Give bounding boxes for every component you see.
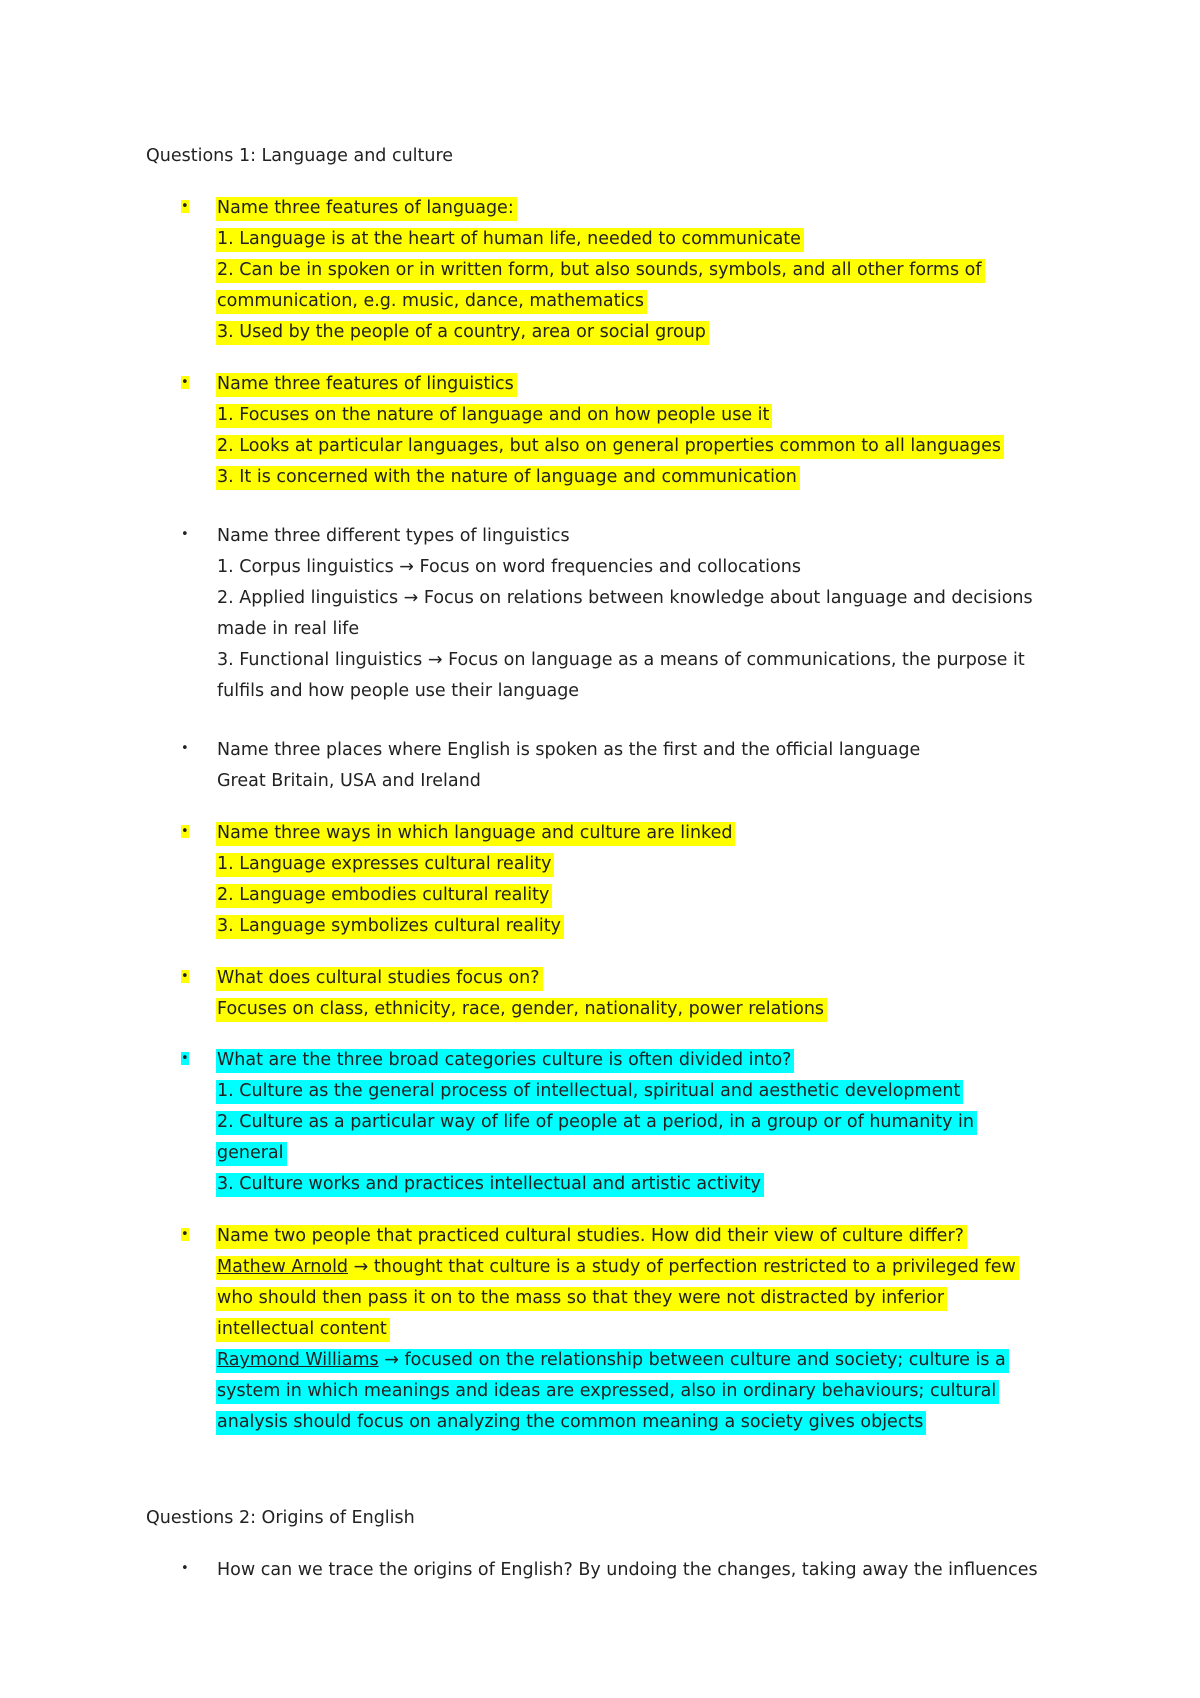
answer-line: 1. Language expresses cultural reality [216, 853, 554, 877]
answer-line: 2. Looks at particular languages, but also on general properties common to all languages [216, 435, 1004, 459]
bullet-icon: • [181, 199, 189, 214]
answer-text: thought that culture is a study of perfection restricted to a privileged few [368, 1257, 1016, 1277]
answer-line: Great Britain, USA and Ireland [217, 771, 481, 791]
bullet-icon: • [181, 969, 189, 984]
bullet-icon: • [181, 527, 189, 542]
answer-line: analysis should focus on analyzing the common meaning a society gives objects [216, 1411, 926, 1435]
answer-line: general [216, 1142, 287, 1166]
question-english-places: Name three places where English is spoken as the first and the official language [217, 740, 921, 760]
answer-text: 3. Functional linguistics [217, 650, 428, 670]
question-language-culture-links: Name three ways in which language and culture are linked [216, 822, 735, 846]
answer-line: 2. Language embodies cultural reality [216, 884, 552, 908]
section-heading-1: Questions 1: Language and culture [146, 146, 454, 166]
answer-line: 3. It is concerned with the nature of language and communication [216, 466, 800, 490]
question-culture-categories: What are the three broad categories culture is often divided into? [216, 1049, 794, 1073]
answer-line: 3. Language symbolizes cultural reality [216, 915, 564, 939]
arrow-icon: → [384, 1350, 399, 1370]
answer-line-arnold [216, 1256, 1019, 1280]
person-name-arnold: Mathew Arnold [217, 1257, 349, 1277]
question-types-linguistics: Name three different types of linguistics [217, 526, 570, 546]
bullet-icon: • [181, 375, 189, 390]
section-heading-2: Questions 2: Origins of English [146, 1508, 415, 1528]
bullet-icon: • [181, 741, 189, 756]
answer-text: Focus on relations between knowledge about language and decisions [418, 588, 1033, 608]
answer-line: fulfils and how people use their language [217, 681, 580, 701]
answer-line: who should then pass it on to the mass so that they were not distracted by inferior [216, 1287, 947, 1311]
answer-line [216, 649, 1028, 673]
bullet-icon: • [181, 824, 189, 839]
answer-text: 2. Applied linguistics [217, 588, 404, 608]
person-name-williams: Raymond Williams [217, 1350, 379, 1370]
bullet-icon: • [181, 1051, 189, 1066]
answer-text: 1. Corpus linguistics [217, 557, 400, 577]
answer-line: Focuses on class, ethnicity, race, gender, nationality, power relations [216, 998, 827, 1022]
question-cultural-studies-focus: What does cultural studies focus on? [216, 967, 543, 991]
answer-line: intellectual content [216, 1318, 390, 1342]
answer-line: made in real life [217, 619, 360, 639]
answer-line [216, 587, 1036, 611]
answer-line: 1. Language is at the heart of human life, needed to communicate [216, 228, 804, 252]
answer-text: focused on the relationship between culture and society; culture is a [398, 1350, 1006, 1370]
answer-line: 1. Culture as the general process of intellectual, spiritual and aesthetic development [216, 1080, 963, 1104]
answer-line-williams [216, 1349, 1009, 1373]
answer-line: 3. Culture works and practices intellectual and artistic activity [216, 1173, 764, 1197]
answer-text: Focus on language as a means of communications, the purpose it [442, 650, 1025, 670]
answer-line [216, 556, 804, 580]
answer-text: Focus on word frequencies and collocations [413, 557, 801, 577]
question-cultural-studies-people: Name two people that practiced cultural studies. How did their view of culture differ? [216, 1225, 967, 1249]
answer-line: 1. Focuses on the nature of language and on how people use it [216, 404, 772, 428]
arrow-icon: → [399, 557, 414, 577]
answer-line: 2. Culture as a particular way of life of people at a period, in a group or of humanity in [216, 1111, 977, 1135]
answer-line: 2. Can be in spoken or in written form, but also sounds, symbols, and all other forms of [216, 259, 985, 283]
answer-line: communication, e.g. music, dance, mathematics [216, 290, 647, 314]
arrow-icon: → [427, 650, 443, 670]
question-origins-trace: How can we trace the origins of English? By undoing the changes, taking away the influences [217, 1560, 1038, 1580]
question-features-language: Name three features of language: [216, 197, 517, 221]
answer-line: 3. Used by the people of a country, area or social group [216, 321, 709, 345]
bullet-icon: • [181, 1561, 189, 1576]
answer-line: system in which meanings and ideas are expressed, also in ordinary behaviours; cultural [216, 1380, 999, 1404]
bullet-icon: • [181, 1227, 189, 1242]
question-features-linguistics: Name three features of linguistics [216, 373, 517, 397]
arrow-icon: → [403, 588, 419, 608]
arrow-icon: → [353, 1257, 369, 1277]
